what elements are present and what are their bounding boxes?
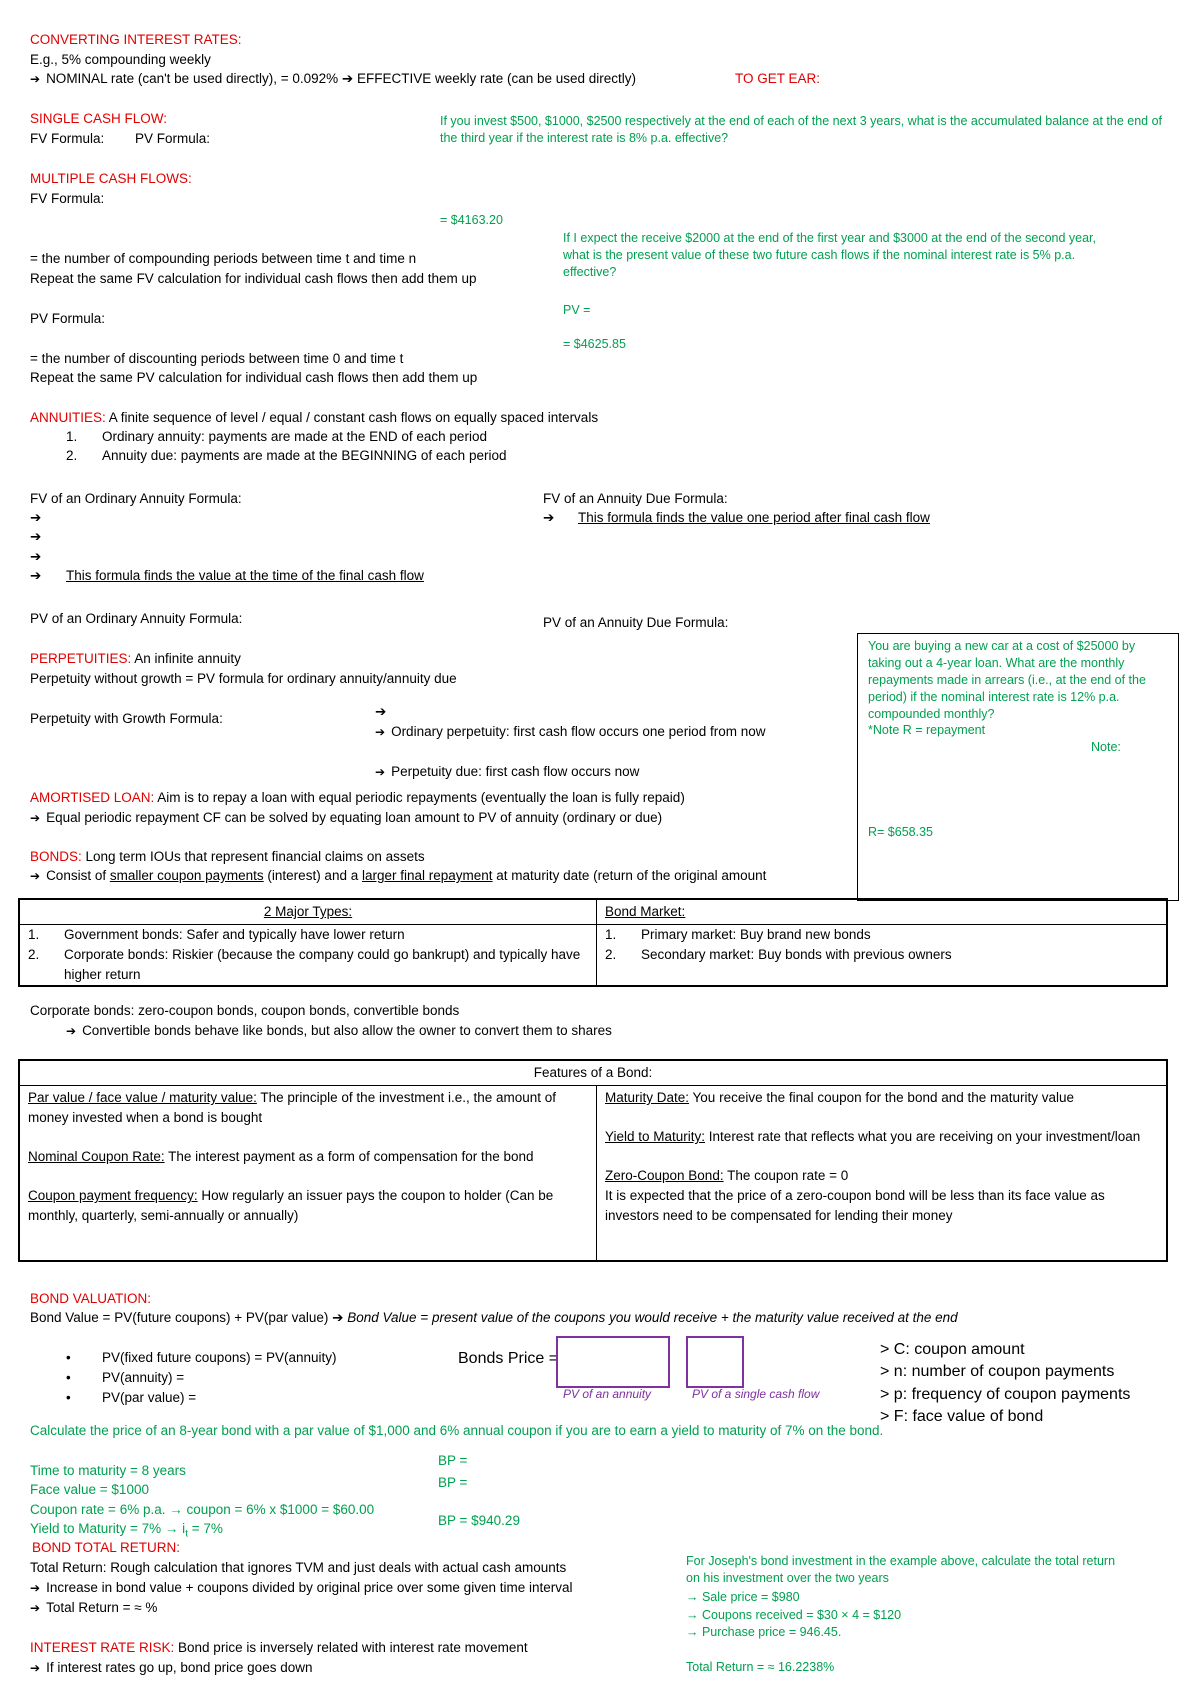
converting-rates-title: CONVERTING INTEREST RATES: — [30, 32, 242, 47]
car-loan-box — [857, 633, 1179, 901]
total-return-detail: ➔ Increase in bond value + coupons divided by original price over some given time interval — [30, 1579, 572, 1597]
corporate-bonds-types: Corporate bonds: zero-coupon bonds, coupon bonds, convertible bonds — [30, 1003, 460, 1018]
key-p: > p: frequency of coupon payments — [880, 1386, 1131, 1403]
government-bonds-desc: Safer and typically have lower return — [182, 927, 405, 942]
amortised-title: AMORTISED LOAN: — [30, 790, 155, 805]
key-n: > n: number of coupon payments — [880, 1363, 1115, 1380]
arrow-icon: ➔ — [30, 529, 42, 544]
zero-coupon-item — [605, 1166, 1158, 1186]
list-number: 2. — [66, 448, 78, 463]
market-header-text: Bond Market: — [605, 904, 686, 919]
multi-fv-label: FV Formula: — [30, 191, 105, 206]
types-header — [19, 899, 597, 925]
par-value-desc: The principle of the investment i.e., the amount of money invested when a bond is bought — [28, 1090, 557, 1125]
bond-value-formula: Bond Value = PV(future coupons) + PV(par value) ➔ — [30, 1310, 348, 1325]
list-number: 1. — [605, 927, 617, 942]
market-cell — [597, 925, 1168, 987]
bp-line-2: BP = — [438, 1475, 468, 1490]
multi-pv-answer: = $4625.85 — [563, 337, 626, 351]
car-loan-note: Note: — [1091, 740, 1121, 754]
amortised-line — [30, 789, 685, 806]
perpetuities-desc: An infinite annuity — [131, 651, 241, 666]
ytm-calc-end: = 7% — [187, 1521, 223, 1536]
key-f: > F: face value of bond — [880, 1408, 1044, 1425]
total-return-title: BOND TOTAL RETURN: — [32, 1540, 181, 1555]
face-value: Face value = $1000 — [30, 1482, 149, 1497]
fv-ordinary-label: FV of an Ordinary Annuity Formula: — [30, 491, 242, 506]
compounding-periods-text: = the number of compounding periods between time t and time n — [30, 251, 417, 266]
corporate-bonds-desc: Riskier (because the company could go bankrupt) and typically have higher return — [64, 947, 581, 982]
coupon-rate-calc: Coupon rate = 6% p.a. → coupon = 6% x $1000 = $60.00 — [30, 1502, 375, 1517]
interest-rate-risk-line — [30, 1639, 528, 1656]
perpetuities-title: PERPETUITIES: — [30, 651, 132, 666]
fv-ordinary-note: This formula finds the value at the time of the final cash flow — [66, 568, 424, 583]
ear-label: TO GET EAR: — [735, 71, 821, 86]
bond-types-table — [18, 898, 1168, 987]
bond-valuation-title: BOND VALUATION: — [30, 1291, 152, 1306]
corporate-bonds-label: Corporate bonds: — [64, 947, 169, 962]
coupon-rate-desc: The interest payment as a form of compensation for the bond — [164, 1149, 534, 1164]
ytm-calc-text: Yield to Maturity = 7% → i — [30, 1521, 186, 1536]
bullet-icon: • — [66, 1350, 71, 1365]
par-value-item — [28, 1088, 588, 1128]
bullet-icon: • — [66, 1390, 71, 1405]
list-item — [605, 945, 1158, 965]
annuities-line — [30, 409, 598, 426]
list-number: 1. — [66, 429, 78, 444]
single-fv-label: FV Formula: — [30, 131, 105, 146]
car-loan-note-r: *Note R = repayment — [868, 723, 986, 737]
multi-pv-question: If I expect the receive $2000 at the end of the first year and $3000 at the end of the second year, what is the present value of these two future cash flows if the nominal interest rate is 5% p.a. effective? — [563, 231, 1097, 279]
single-cash-flow-title: SINGLE CASH FLOW: — [30, 111, 168, 126]
pv-due-label: PV of an Annuity Due Formula: — [543, 615, 729, 630]
text: at maturity date (return of the original amount — [492, 868, 767, 883]
pv-coupons-item: PV(fixed future coupons) = PV(annuity) — [102, 1350, 337, 1365]
maturity-date-desc: You receive the final coupon for the bond and the maturity value — [689, 1090, 1075, 1105]
primary-market-label: Primary market: — [641, 927, 737, 942]
secondary-market-label: Secondary market: — [641, 947, 755, 962]
purchase-price: → Purchase price = 946.45. — [686, 1625, 842, 1639]
total-return-answer: Total Return = ≈ 16.2238% — [686, 1660, 835, 1674]
bonds-price-label: Bonds Price = — [458, 1350, 559, 1367]
multiple-cash-flows-title: MULTIPLE CASH FLOWS: — [30, 171, 192, 186]
bonds-title: BONDS: — [30, 849, 82, 864]
pv-annuity-item: PV(annuity) = — [102, 1370, 185, 1385]
types-cell — [19, 925, 597, 987]
list-number: 2. — [605, 947, 617, 962]
annuities-title: ANNUITIES: — [30, 410, 106, 425]
arrow-icon: ➔ — [30, 549, 42, 564]
annuities-desc: A finite sequence of level / equal / constant cash flows on equally spaced intervals — [105, 410, 599, 425]
pv-ordinary-label: PV of an Ordinary Annuity Formula: — [30, 611, 243, 626]
interest-rate-risk-detail: ➔ If interest rates go up, bond price goes down — [30, 1659, 312, 1677]
bonds-desc: Long term IOUs that represent financial claims on assets — [81, 849, 425, 864]
repeat-pv-text: Repeat the same PV calculation for individual cash flows then add them up — [30, 370, 478, 385]
list-item — [28, 945, 588, 985]
arrow-icon: ➔ — [543, 510, 555, 525]
arrow-icon: ➔ — [375, 704, 387, 719]
coupon-frequency-desc: How regularly an issuer pays the coupon to holder (Can be monthly, quarterly, semi-annually or annually) — [28, 1188, 554, 1223]
total-return-def: Total Return: Rough calculation that ignores TVM and just deals with actual cash amounts — [30, 1560, 567, 1575]
example-text: E.g., 5% compounding weekly — [30, 52, 211, 67]
interest-rate-risk-desc: Bond price is inversely related with interest rate movement — [174, 1640, 528, 1655]
bonds-detail — [30, 867, 766, 885]
market-header — [597, 899, 1168, 925]
single-question: If you invest $500, $1000, $2500 respectively at the end of each of the next 3 years, what is the accumulated balance at the end of the third year if the interest rate is 8% p.a. effective? — [440, 114, 1163, 145]
pv-annuity-caption: PV of an annuity — [563, 1387, 652, 1401]
arrow-icon: ➔ — [30, 568, 42, 583]
maturity-date-label: Maturity Date: — [605, 1090, 690, 1105]
perpetuities-line — [30, 650, 241, 667]
annuity-box — [556, 1336, 670, 1388]
bonds-line — [30, 848, 425, 865]
interest-rate-risk-title: INTEREST RATE RISK: — [30, 1640, 175, 1655]
bp-answer: BP = $940.29 — [438, 1513, 520, 1528]
coupons-received: → Coupons received = $30 × 4 = $120 — [686, 1608, 902, 1622]
ordinary-perpetuity-text: ➔ Ordinary perpetuity: first cash flow occurs one period from now — [375, 722, 795, 742]
features-right-cell — [597, 1086, 1168, 1262]
ytm-subscript: t — [185, 1528, 188, 1540]
bond-price-question: Calculate the price of an 8-year bond with a par value of $1,000 and 6% annual coupon if you are to earn a yield to maturity of 7% on the bond. — [30, 1423, 884, 1438]
repeat-fv-text: Repeat the same FV calculation for individual cash flows then add them up — [30, 271, 477, 286]
zero-coupon-detail: It is expected that the price of a zero-coupon bond will be less than its face value as investors need to be compensated for lending their money — [605, 1188, 1105, 1223]
perpetuity-growth-label: Perpetuity with Growth Formula: — [30, 711, 223, 726]
total-return-question: For Joseph's bond investment in the example above, calculate the total return on his investment over the two years — [686, 1554, 1116, 1585]
list-item — [28, 925, 588, 945]
list-number: 1. — [28, 927, 40, 942]
secondary-market-desc: Buy bonds with previous owners — [754, 947, 952, 962]
car-loan-answer: R= $658.35 — [868, 825, 933, 839]
multi-pv-label: PV Formula: — [30, 311, 106, 326]
fv-due-note: This formula finds the value one period after final cash flow — [578, 510, 930, 525]
maturity-date-item — [605, 1088, 1158, 1108]
final-repayment-text: larger final repayment — [361, 868, 493, 883]
annuity-due-item: Annuity due: payments are made at the BEGINNING of each period — [102, 448, 507, 463]
car-loan-question: You are buying a new car at a cost of $25000 by taking out a 4-year loan. What are the monthly repayments made in arrears (i.e., at the end of the period) if the nominal interest rate is 12% p.a. compounded monthly? — [868, 639, 1146, 721]
ytm-label: Yield to Maturity: — [605, 1129, 706, 1144]
perpetuity-due-text: ➔ Perpetuity due: first cash flow occurs now — [375, 763, 639, 781]
bond-value-explanation: Bond Value = present value of the coupons you would receive + the maturity value received at the end — [347, 1310, 958, 1325]
features-header: Features of a Bond: — [19, 1060, 1167, 1086]
amortised-detail: ➔ Equal periodic repayment CF can be solved by equating loan amount to PV of annuity (ordinary or due) — [30, 809, 662, 827]
text: Consist of — [46, 868, 110, 883]
coupon-rate-item — [28, 1147, 588, 1167]
total-return-formula: ➔ Total Return = ≈ % — [30, 1599, 157, 1617]
single-pv-label: PV Formula: — [135, 131, 211, 146]
arrow-icon: ➔ — [30, 510, 42, 525]
zero-coupon-desc: The coupon rate = 0 — [723, 1168, 849, 1183]
amortised-desc: Aim is to repay a loan with equal periodic repayments (eventually the loan is fully repaid) — [154, 790, 685, 805]
coupon-frequency-label: Coupon payment frequency: — [28, 1188, 198, 1203]
key-coupon: > C: coupon amount — [880, 1341, 1025, 1358]
fv-due-label: FV of an Annuity Due Formula: — [543, 491, 728, 506]
discounting-periods-text: = the number of discounting periods between time 0 and time t — [30, 351, 404, 366]
perpetuity-without-growth: Perpetuity without growth = PV formula for ordinary annuity/annuity due — [30, 671, 457, 686]
pv-par-item: PV(par value) = — [102, 1390, 197, 1405]
multi-fv-answer: = $4163.20 — [440, 213, 503, 227]
coupon-rate-label: Nominal Coupon Rate: — [28, 1149, 165, 1164]
ytm-desc: Interest rate that reflects what you are receiving on your investment/loan — [705, 1129, 1141, 1144]
zero-coupon-label: Zero-Coupon Bond: — [605, 1168, 724, 1183]
ytm-item — [605, 1127, 1158, 1147]
features-left-cell — [19, 1086, 597, 1262]
coupon-frequency-item — [28, 1186, 588, 1226]
coupon-payments-text: smaller coupon payments — [109, 868, 264, 883]
bullet-icon: • — [66, 1370, 71, 1385]
primary-market-desc: Buy brand new bonds — [736, 927, 871, 942]
government-bonds-label: Government bonds: — [64, 927, 183, 942]
single-cash-flow-box — [686, 1336, 744, 1388]
text: (interest) and a — [263, 868, 362, 883]
par-value-label: Par value / face value / maturity value: — [28, 1090, 257, 1105]
nominal-line: ➔ NOMINAL rate (can't be used directly), = 0.092% ➔ EFFECTIVE weekly rate (can be used directly) — [30, 70, 636, 88]
pv-single-caption: PV of a single cash flow — [692, 1387, 820, 1401]
bp-line-1: BP = — [438, 1453, 468, 1468]
convertible-bonds-text: ➔ Convertible bonds behave like bonds, but also allow the owner to convert them to shares — [66, 1022, 612, 1040]
list-item — [605, 925, 1158, 945]
time-to-maturity: Time to maturity = 8 years — [30, 1463, 186, 1478]
features-table — [18, 1059, 1168, 1262]
ordinary-annuity-item: Ordinary annuity: payments are made at the END of each period — [102, 429, 487, 444]
sale-price: → Sale price = $980 — [686, 1590, 800, 1604]
pv-label: PV = — [563, 303, 591, 317]
bond-value-line — [30, 1309, 958, 1326]
types-header-text: 2 Major Types: — [263, 904, 353, 919]
list-number: 2. — [28, 947, 40, 962]
